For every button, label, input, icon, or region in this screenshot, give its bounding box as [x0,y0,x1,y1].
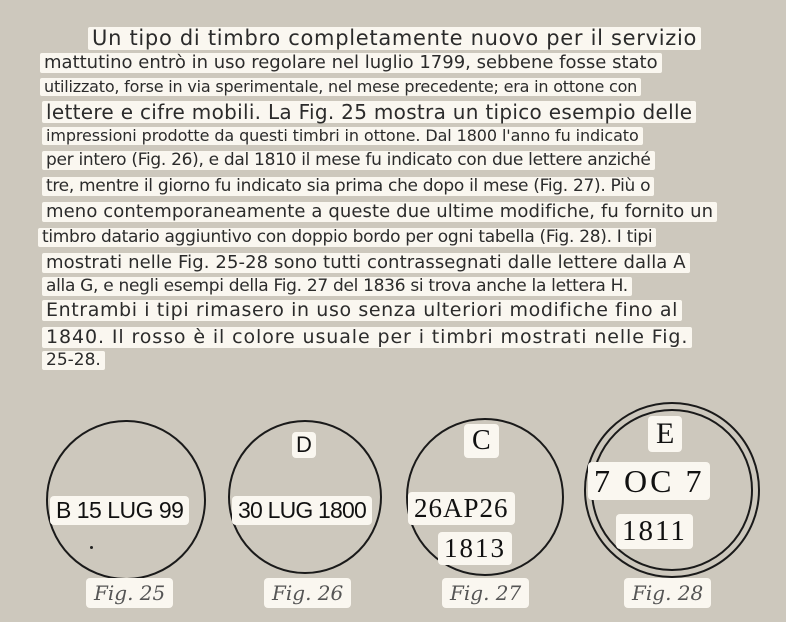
postmark-figures [0,390,786,622]
postmark-fig-27 [406,418,564,576]
text-line: mattutino entrò in uso regolare nel luglio 1799, sebbene fosse stato [40,53,662,73]
text-line: utilizzato, forse in via sperimentale, nel mese precedente; era in ottone con [40,78,641,96]
text-line: per intero (Fig. 26), e dal 1810 il mese fu indicato con due lettere anziché [42,151,655,170]
text-line: Entrambi i tipi rimasero in uso senza ulteriori modifiche fino al [42,300,682,321]
text-line: 1840. Il rosso è il colore usuale per i timbri mostrati nelle Fig. [42,327,692,348]
postmark-fig-28 [584,402,760,578]
postmark-date: 30 LUG 1800 [232,496,372,525]
text-line: timbro datario aggiuntivo con doppio bordo per ogni tabella (Fig. 28). I tipi [38,228,656,247]
figure-caption: Fig. 28 [624,578,711,608]
text-line: tre, mentre il giorno fu indicato sia prima che dopo il mese (Fig. 27). Più o [42,177,654,196]
text-line: Un tipo di timbro completamente nuovo per il servizio [88,27,701,50]
figure-caption: Fig. 27 [442,578,529,608]
text-line: meno contemporaneamente a queste due ultime modifiche, fu fornito un [42,202,717,222]
postmark-year: 1811 [616,514,693,549]
figure-caption: Fig. 26 [264,578,351,608]
postmark-letter: D [292,432,316,458]
text-line: alla G, e negli esempi della Fig. 27 del 1836 si trova anche la lettera H. [42,277,632,296]
text-line: lettere e cifre mobili. La Fig. 25 mostra un tipico esempio delle [42,101,696,123]
postmark-fig-25 [46,420,206,580]
figure-caption: Fig. 25 [86,578,173,608]
text-line: mostrati nelle Fig. 25-28 sono tutti contrassegnati dalle lettere dalla A [42,253,690,273]
postmark-letter: C [464,424,499,458]
postmark-dot [90,546,93,549]
postmark-date: 7 OC 7 [588,462,710,500]
postmark-date: 26AP26 [408,492,515,525]
text-line: impressioni prodotte da questi timbri in ottone. Dal 1800 l'anno fu indicato [42,127,643,145]
text-line: 25-28. [42,351,105,370]
postmark-letter: E [648,416,682,452]
postmark-year: 1813 [438,532,512,565]
postmark-fig-26 [228,420,382,574]
postmark-date: B 15 LUG 99 [50,496,189,525]
